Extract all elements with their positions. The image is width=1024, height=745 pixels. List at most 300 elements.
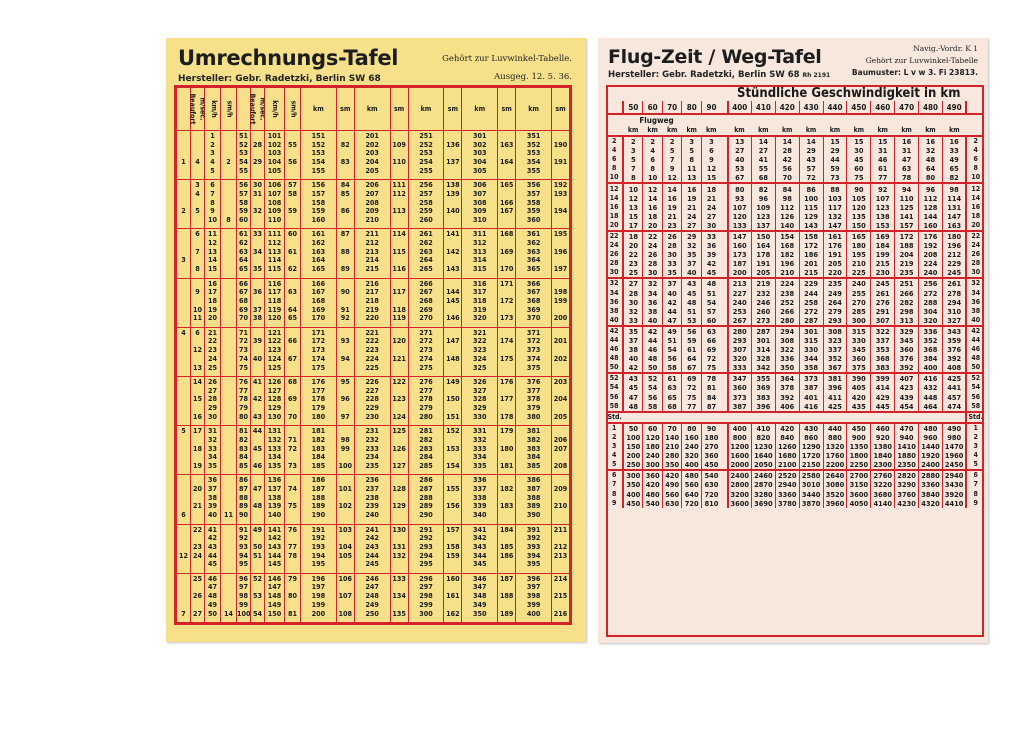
distance-cell: 212 — [942, 250, 966, 259]
distance-cell: 720 — [701, 489, 721, 498]
distance-cell: 300 — [623, 470, 643, 480]
distance-cell: 35 — [662, 268, 682, 278]
distance-cell: 264 — [823, 298, 847, 307]
table-cell: 131 132 133 134 135 — [265, 426, 285, 475]
distance-cell: 244 — [799, 289, 823, 298]
distance-cell: 250 — [623, 460, 643, 470]
distance-cell: 320 — [919, 316, 943, 326]
distance-cell: 164 — [751, 241, 775, 250]
distance-cell: 423 — [895, 383, 919, 392]
distance-cell: 337 — [871, 336, 895, 345]
distance-cell: 157 — [895, 221, 919, 231]
distance-cell: 2450 — [942, 460, 966, 470]
table-cell: 16 17 18 19 20 — [205, 278, 221, 327]
distance-cell: 199 — [871, 250, 895, 259]
table-row — [177, 327, 570, 376]
distance-cell: 32 — [643, 278, 663, 288]
distance-cell: 96 — [751, 194, 775, 203]
time-label: 4 — [611, 146, 617, 155]
distance-cell: 287 — [799, 316, 823, 326]
distance-cell: 860 — [799, 433, 823, 442]
table-cell: 71 72 73 74 75 — [237, 327, 251, 376]
distance-cell: 364 — [775, 373, 799, 383]
distance-cell: 56 — [775, 164, 799, 173]
distance-cell: 560 — [662, 489, 682, 498]
table-cell: 6 — [177, 475, 191, 524]
distance-cell: 840 — [775, 433, 799, 442]
distance-cell: 27 — [682, 221, 702, 231]
unit-label: km — [758, 125, 769, 134]
table-cell: 144 145 146 — [444, 278, 462, 327]
distance-cell: 406 — [775, 402, 799, 412]
distance-cell: 27 — [701, 212, 721, 221]
table-cell: 125 126 127 — [390, 426, 408, 475]
distance-cell: 48 — [701, 278, 721, 288]
distance-cell: 22 — [643, 231, 663, 241]
unit-label: km — [829, 125, 841, 134]
distance-cell: 100 — [623, 433, 643, 442]
distance-cell: 33 — [662, 259, 682, 268]
distance-cell: 219 — [751, 278, 775, 288]
distance-cell: 249 — [823, 289, 847, 298]
side-spacer — [606, 125, 623, 136]
distance-cell: 420 — [662, 470, 682, 480]
distance-cell: 47 — [895, 155, 919, 164]
table-cell: 6 7 8 — [191, 229, 205, 278]
distance-cell: 48 — [643, 354, 663, 363]
distance-cell: 2000 — [728, 460, 752, 470]
distance-cell: 425 — [823, 402, 847, 412]
time-label: 5 — [611, 460, 617, 469]
table-cell: 147 148 — [444, 327, 462, 376]
distance-cell: 129 — [799, 212, 823, 221]
distance-cell: 301 — [751, 336, 775, 345]
column-header: km — [301, 88, 337, 131]
conversion-table — [174, 85, 572, 625]
table-cell: 63 64 65 — [285, 278, 301, 327]
distance-cell: 314 — [751, 345, 775, 354]
distance-cell: 46 — [643, 345, 663, 354]
distance-cell: 12 — [623, 194, 643, 203]
time-label: 9 — [611, 498, 617, 507]
distance-cell: 3870 — [799, 499, 823, 508]
form-number: Navig.-Vordr. K 1 — [913, 44, 978, 53]
distance-cell: 56 — [643, 393, 663, 402]
distance-cell: 336 — [775, 354, 799, 363]
distance-cell: 210 — [775, 268, 799, 278]
distance-cell: 390 — [847, 373, 871, 383]
distance-cell: 400 — [919, 363, 943, 373]
distance-cell: 441 — [942, 383, 966, 392]
distance-cell: 33 — [942, 146, 966, 155]
distance-cell: 27 — [728, 146, 752, 155]
table-cell: 203 204 205 — [552, 376, 570, 425]
time-label: 1 — [966, 423, 984, 433]
distance-cell: 215 — [871, 259, 895, 268]
hours-label: Std. — [606, 412, 623, 423]
speed-header: 60 — [643, 101, 663, 114]
distance-cell: 294 — [942, 298, 966, 307]
distance-cell: 24 — [643, 241, 663, 250]
distance-cell: 3440 — [799, 489, 823, 498]
time-label: 32 — [606, 278, 623, 288]
minute-row — [606, 221, 984, 231]
distance-cell: 69 — [682, 373, 702, 383]
distance-cell: 103 — [823, 194, 847, 203]
distance-cell: 920 — [871, 433, 895, 442]
side-spacer — [966, 85, 984, 101]
table-cell: 241 242 243 244 245 — [354, 524, 390, 573]
distance-cell: 298 — [895, 307, 919, 316]
table-cell: 14 — [221, 573, 237, 622]
table-cell: 41 42 43 44 45 — [205, 524, 221, 573]
distance-cell: 358 — [799, 363, 823, 373]
distance-cell: 2200 — [823, 460, 847, 470]
distance-cell: 14 — [643, 194, 663, 203]
distance-cell: 266 — [895, 289, 919, 298]
minute-row — [606, 259, 984, 268]
hours-label: Std. — [966, 412, 984, 423]
table-row — [177, 278, 570, 327]
distance-cell: 47 — [662, 316, 682, 326]
distance-cell: 34 — [643, 289, 663, 298]
distance-cell: 540 — [701, 470, 721, 480]
distance-cell: 43 — [623, 373, 643, 383]
time-label: 36 — [609, 297, 619, 306]
table-cell: 216 217 218 219 220 — [354, 278, 390, 327]
table-cell: 174 175 — [498, 327, 516, 376]
distance-cell: 260 — [751, 307, 775, 316]
distance-cell: 3 — [682, 136, 702, 146]
distance-cell: 24 — [682, 212, 702, 221]
distance-cell: 77 — [871, 173, 895, 183]
distance-cell: 20 — [623, 241, 643, 250]
distance-cell: 40 — [623, 354, 643, 363]
distance-cell: 320 — [682, 451, 702, 460]
distance-cell: 323 — [823, 336, 847, 345]
distance-cell: 5 — [662, 146, 682, 155]
distance-cell: 117 — [823, 203, 847, 212]
hour-row — [606, 470, 984, 480]
distance-cell: 64 — [682, 354, 702, 363]
distance-cell: 42 — [775, 155, 799, 164]
blank-cell — [623, 412, 966, 423]
distance-cell: 3690 — [751, 499, 775, 508]
distance-cell: 630 — [662, 499, 682, 508]
unit-label: km — [925, 125, 936, 134]
table-cell: 246 247 248 249 250 — [354, 573, 390, 622]
distance-cell: 383 — [751, 393, 775, 402]
table-cell: 187 188 189 — [498, 573, 516, 622]
distance-cell: 235 — [823, 278, 847, 288]
distance-cell: 387 — [728, 402, 752, 412]
hour-row — [606, 480, 984, 489]
time-label: 4 — [611, 451, 617, 460]
distance-cell: 143 — [799, 221, 823, 231]
table-cell: 214 215 216 — [552, 573, 570, 622]
distance-cell: 2760 — [871, 470, 895, 480]
distance-cell: 18 — [623, 231, 643, 241]
manufacturer-text: Hersteller: Gebr. Radetzki, Berlin SW 68 — [608, 70, 800, 80]
distance-cell: 27 — [623, 278, 643, 288]
distance-cell: 279 — [823, 307, 847, 316]
table-cell: 14 15 16 — [191, 376, 205, 425]
distance-cell: 24 — [701, 203, 721, 212]
time-label: 2 — [966, 433, 984, 442]
distance-cell: 120 — [643, 433, 663, 442]
table-cell: 141 142 143 — [444, 229, 462, 278]
table-cell: 361 362 363 364 365 — [516, 229, 552, 278]
minute-row — [606, 136, 984, 146]
distance-cell: 13 — [682, 173, 702, 183]
distance-cell: 270 — [701, 442, 721, 451]
column-header: km/h — [205, 88, 221, 131]
distance-cell: 11 — [682, 164, 702, 173]
table-cell: 31 32 33 34 35 — [205, 426, 221, 475]
time-label: 44 — [966, 336, 984, 345]
distance-cell: 47 — [623, 393, 643, 402]
distance-cell: 367 — [823, 363, 847, 373]
table-cell: 133 134 135 — [390, 573, 408, 622]
table-cell: 49 50 51 — [251, 524, 265, 573]
unit-label: km — [734, 125, 745, 134]
distance-cell: 135 — [847, 212, 871, 221]
distance-cell: 2400 — [919, 460, 943, 470]
table-cell: 138 139 140 — [444, 180, 462, 229]
hour-row — [606, 460, 984, 470]
table-cell: 56 57 58 59 60 — [237, 180, 251, 229]
time-label: 3 — [966, 442, 984, 451]
table-cell: 152 153 154 — [444, 426, 462, 475]
table-cell: 176 177 178 — [498, 376, 516, 425]
distance-cell: 14 — [662, 183, 682, 193]
distance-cell: 45 — [847, 155, 871, 164]
distance-cell: 360 — [728, 383, 752, 392]
card-title: Umrechnungs-Tafel — [178, 46, 399, 70]
table-cell: 346 347 348 349 350 — [462, 573, 498, 622]
table-cell: 311 312 313 314 315 — [462, 229, 498, 278]
distance-cell: 141 — [895, 212, 919, 221]
speed-header: 50 — [623, 101, 643, 114]
distance-cell: 4140 — [871, 499, 895, 508]
table-cell: 120 121 — [390, 327, 408, 376]
time-label: 42 — [966, 326, 984, 336]
time-label: 20 — [966, 221, 984, 231]
distance-cell: 383 — [871, 363, 895, 373]
distance-cell: 980 — [942, 433, 966, 442]
distance-cell: 245 — [871, 278, 895, 288]
minute-row — [606, 326, 984, 336]
distance-cell: 307 — [728, 345, 752, 354]
belongs-note: Gehört zur Luvwinkel-Tabelle — [865, 56, 978, 65]
speed-header-row — [606, 101, 984, 114]
distance-cell: 15 — [823, 136, 847, 146]
speed-header: 490 — [942, 101, 966, 114]
distance-cell: 205 — [751, 268, 775, 278]
distance-cell: 82 — [751, 183, 775, 193]
distance-cell: 12 — [701, 164, 721, 173]
distance-cell: 300 — [643, 460, 663, 470]
distance-cell: 258 — [799, 298, 823, 307]
distance-cell: 266 — [775, 307, 799, 316]
distance-cell: 28 — [643, 259, 663, 268]
table-cell: 296 297 298 299 300 — [408, 573, 444, 622]
table-cell: 201 202 203 204 205 — [354, 131, 390, 180]
distance-cell: 210 — [847, 259, 871, 268]
distance-cell: 172 — [895, 231, 919, 241]
distance-cell: 368 — [919, 345, 943, 354]
distance-cell: 3360 — [919, 480, 943, 489]
table-cell: 74 75 — [285, 475, 301, 524]
distance-cell: 375 — [847, 363, 871, 373]
distance-cell: 200 — [623, 451, 643, 460]
distance-cell: 114 — [942, 194, 966, 203]
distance-cell: 51 — [682, 307, 702, 316]
distance-cell: 315 — [847, 326, 871, 336]
distance-cell: 2400 — [728, 470, 752, 480]
minute-row — [606, 250, 984, 259]
time-label: 4 — [966, 451, 984, 460]
distance-cell: 6 — [643, 155, 663, 164]
unit-label: km — [627, 125, 639, 134]
column-header: km — [354, 88, 390, 131]
distance-cell: 59 — [682, 336, 702, 345]
distance-cell: 278 — [942, 289, 966, 298]
distance-cell: 147 — [728, 231, 752, 241]
minute-row — [606, 363, 984, 373]
distance-cell: 80 — [919, 173, 943, 183]
distance-cell: 407 — [895, 373, 919, 383]
table-cell: 166 167 168 169 170 — [301, 278, 337, 327]
column-header: sm — [444, 88, 462, 131]
time-label: 30 — [609, 268, 619, 277]
table-cell: 366 367 368 369 370 — [516, 278, 552, 327]
time-label: 12 — [966, 183, 984, 193]
distance-cell: 36 — [701, 241, 721, 250]
distance-cell: 75 — [847, 173, 871, 183]
table-row — [177, 229, 570, 278]
distance-cell: 435 — [847, 402, 871, 412]
distance-cell: 176 — [919, 231, 943, 241]
distance-cell: 25 — [623, 268, 643, 278]
distance-cell: 35 — [623, 326, 643, 336]
distance-cell: 29 — [799, 146, 823, 155]
table-cell: 25 26 27 — [191, 573, 205, 622]
distance-cell: 19 — [662, 203, 682, 212]
reference-number: Rh 2191 — [802, 72, 831, 79]
table-cell: 4 — [191, 131, 205, 180]
distance-cell: 337 — [823, 345, 847, 354]
time-label: 7 — [611, 480, 617, 489]
distance-cell: 158 — [799, 231, 823, 241]
distance-cell: 160 — [919, 221, 943, 231]
table-cell: 111 112 113 114 115 — [265, 229, 285, 278]
distance-cell: 172 — [799, 241, 823, 250]
time-label: 20 — [609, 220, 619, 229]
distance-cell: 44 — [823, 155, 847, 164]
column-header: sm — [498, 88, 516, 131]
unit-label: km — [805, 125, 817, 134]
distance-cell: 17 — [623, 221, 643, 231]
distance-cell: 342 — [751, 363, 775, 373]
distance-cell: 37 — [623, 336, 643, 345]
distance-cell: 288 — [919, 298, 943, 307]
issue-date: Ausgeg. 12. 5. 36. — [494, 72, 572, 82]
distance-cell: 3220 — [871, 480, 895, 489]
hour-row — [606, 433, 984, 442]
distance-cell: 320 — [728, 354, 752, 363]
table-cell — [221, 376, 237, 425]
distance-cell: 353 — [871, 345, 895, 354]
table-cell: 341 342 343 344 345 — [462, 524, 498, 573]
distance-cell: 425 — [942, 373, 966, 383]
distance-cell: 12 — [643, 183, 663, 193]
table-cell: 52 53 54 — [251, 573, 265, 622]
distance-cell: 16 — [895, 136, 919, 146]
table-cell: 93 94 — [336, 327, 354, 376]
distance-cell: 301 — [799, 326, 823, 336]
distance-cell: 15 — [623, 212, 643, 221]
distance-cell: 187 — [728, 259, 752, 268]
distance-cell: 23 — [662, 221, 682, 231]
distance-cell: 30 — [623, 298, 643, 307]
distance-cell: 184 — [871, 241, 895, 250]
minute-row — [606, 231, 984, 241]
table-cell: 101 102 103 104 105 — [265, 131, 285, 180]
time-label: 6 — [966, 470, 984, 480]
distance-cell: 132 — [823, 212, 847, 221]
distance-cell: 31 — [871, 146, 895, 155]
distance-cell: 16 — [942, 136, 966, 146]
distance-cell: 2940 — [942, 470, 966, 480]
speed-header: 480 — [919, 101, 943, 114]
distance-cell: 30 — [662, 250, 682, 259]
table-cell: 161 162 163 164 165 — [301, 229, 337, 278]
table-cell: 95 96 97 — [336, 376, 354, 425]
time-label: 42 — [606, 326, 623, 336]
distance-cell: 448 — [919, 393, 943, 402]
table-cell: 256 257 258 259 260 — [408, 180, 444, 229]
distance-cell: 261 — [871, 289, 895, 298]
table-cell: 306 307 308 309 310 — [462, 180, 498, 229]
time-label: 22 — [966, 231, 984, 241]
flight-time-table — [606, 85, 984, 635]
distance-cell: 37 — [662, 278, 682, 288]
distance-cell: 246 — [751, 298, 775, 307]
time-label: 40 — [609, 315, 619, 324]
distance-cell: 8 — [643, 164, 663, 173]
distance-cell: 37 — [682, 259, 702, 268]
distance-cell: 9 — [662, 164, 682, 173]
time-label: 26 — [609, 250, 619, 259]
table-cell: 21 22 23 24 25 — [205, 327, 221, 376]
table-cell: 130 131 132 — [390, 524, 408, 573]
distance-cell: 304 — [919, 307, 943, 316]
distance-cell: 98 — [942, 183, 966, 193]
table-cell: 286 287 288 289 290 — [408, 475, 444, 524]
time-label: 46 — [966, 345, 984, 354]
table-cell: 151 152 153 154 155 — [301, 131, 337, 180]
table-cell: 106 107 108 109 110 — [265, 180, 285, 229]
speed-header: 430 — [799, 101, 823, 114]
distance-cell: 98 — [775, 194, 799, 203]
distance-cell: 2100 — [775, 460, 799, 470]
distance-cell: 42 — [701, 259, 721, 268]
distance-cell: 53 — [682, 316, 702, 326]
distance-cell: 480 — [682, 470, 702, 480]
distance-cell: 328 — [751, 354, 775, 363]
distance-cell: 336 — [919, 326, 943, 336]
